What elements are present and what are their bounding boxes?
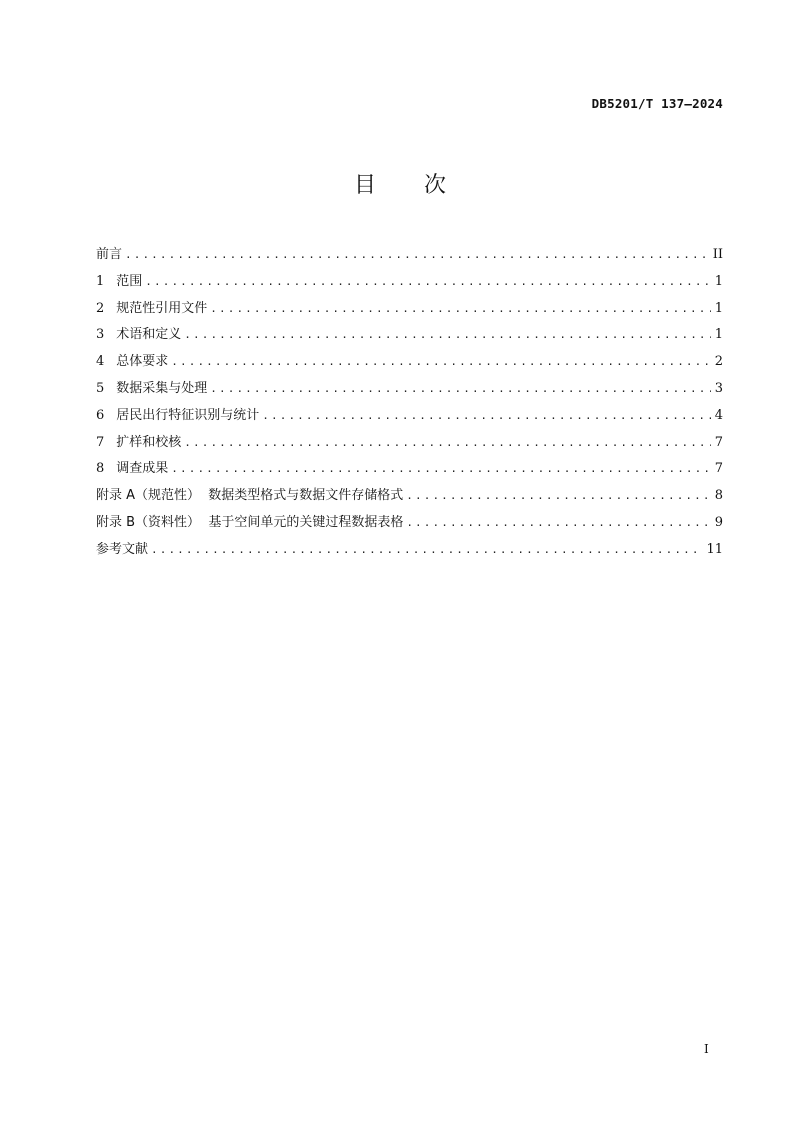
- dot-leader: [125, 248, 709, 261]
- dot-leader: [406, 489, 710, 502]
- toc-entry-page: 7: [714, 461, 723, 477]
- toc-entry-page: 7: [714, 434, 723, 450]
- toc-entry-label: 附录 A（规范性） 数据类型格式与数据文件存储格式: [96, 488, 404, 504]
- toc-entry-expansion-verification[interactable]: [96, 431, 723, 458]
- page-title: [0, 168, 800, 199]
- toc-entry-page: 2: [714, 354, 723, 370]
- toc-entry-page: 1: [714, 300, 723, 316]
- toc-entry-page: 11: [706, 541, 723, 557]
- toc-entry-data-collection[interactable]: [96, 377, 723, 404]
- toc-entry-page: II: [712, 247, 723, 262]
- toc-entry-label: 前言: [96, 247, 123, 262]
- toc-entry-page: 1: [714, 327, 723, 343]
- title-char-1: 目: [353, 173, 376, 198]
- toc-entry-page: 3: [714, 380, 723, 396]
- toc-entry-page: 8: [714, 488, 723, 504]
- toc-entry-label: 术语和定义: [116, 327, 182, 343]
- title-char-2: 次: [424, 173, 447, 198]
- toc-entry-page: 1: [714, 273, 723, 289]
- dot-leader: [262, 409, 710, 422]
- dot-leader: [184, 328, 710, 341]
- toc-entry-page: 4: [714, 407, 723, 423]
- toc-entry-appendix-b[interactable]: [96, 511, 723, 538]
- toc-entry-label: 规范性引用文件: [116, 300, 208, 316]
- toc-entry-normative-references[interactable]: [96, 297, 723, 324]
- toc-entry-number: 5: [96, 380, 105, 396]
- toc-entry-survey-results[interactable]: [96, 457, 723, 484]
- toc-entry-general-requirements[interactable]: [96, 350, 723, 377]
- toc-entry-label: 扩样和校核: [116, 434, 182, 450]
- toc-entry-number: 3: [96, 327, 105, 343]
- toc-entry-page: 9: [714, 514, 723, 530]
- toc-entry-travel-characteristics[interactable]: [96, 404, 723, 431]
- toc-entry-label: 居民出行特征识别与统计: [116, 407, 260, 423]
- toc-entry-bibliography[interactable]: [96, 538, 723, 565]
- dot-leader: [171, 462, 710, 475]
- page-number: I: [704, 1042, 709, 1056]
- toc-entry-label: 数据采集与处理: [116, 380, 208, 396]
- dot-leader: [406, 516, 710, 529]
- dot-leader: [171, 355, 710, 368]
- toc-entry-number: 4: [96, 354, 105, 370]
- toc-entry-appendix-a[interactable]: [96, 484, 723, 511]
- document-code: DB5201/T 137—2024: [591, 96, 723, 111]
- toc-entry-label: 参考文献: [96, 541, 149, 557]
- dot-leader: [145, 275, 710, 288]
- toc-entry-number: 7: [96, 434, 105, 450]
- toc-entry-number: 6: [96, 407, 105, 423]
- toc-entry-number: 2: [96, 300, 105, 316]
- dot-leader: [151, 543, 702, 556]
- toc-entry-label: 总体要求: [116, 354, 169, 370]
- toc-entry-scope[interactable]: [96, 270, 723, 297]
- toc-entry-number: 8: [96, 461, 105, 477]
- table-of-contents: [96, 243, 723, 565]
- toc-entry-number: 1: [96, 273, 105, 289]
- toc-entry-terms-definitions[interactable]: [96, 323, 723, 350]
- toc-entry-label: 调查成果: [116, 461, 169, 477]
- dot-leader: [210, 302, 710, 315]
- dot-leader: [210, 382, 710, 395]
- toc-entry-label: 范围: [116, 273, 143, 289]
- toc-entry-label: 附录 B（资料性） 基于空间单元的关键过程数据表格: [96, 514, 404, 530]
- toc-entry-foreword[interactable]: [96, 243, 723, 270]
- dot-leader: [184, 436, 710, 449]
